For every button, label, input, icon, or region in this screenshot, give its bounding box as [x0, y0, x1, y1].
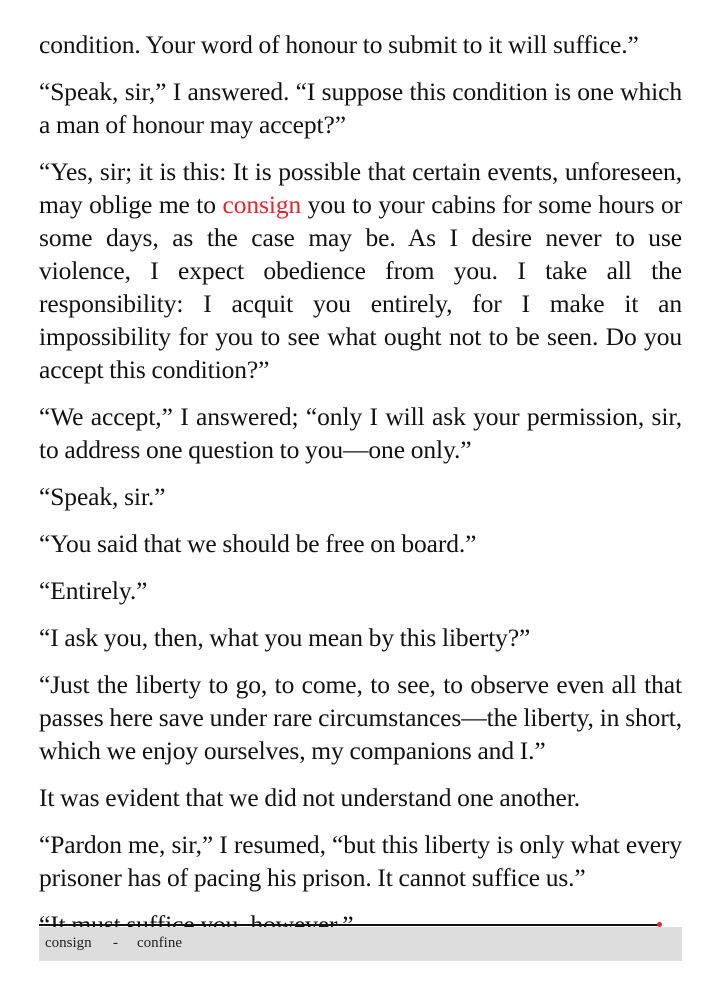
paragraph: “Just the liberty to go, to come, to see, to observe even all that passes here save under rare circumstances—the liberty, in short, which we enjoy ourselves, my companions and I.”	[39, 670, 682, 765]
definition-footer	[39, 927, 682, 961]
paragraph: “Speak, sir,” I answered. “I suppose this condition is one which a man of honour may accept?”	[39, 77, 682, 139]
paragraph: “I ask you, then, what you mean by this liberty?”	[39, 623, 531, 652]
paragraph-text-before: “Yes, sir; it is this: It is possible that certain events, unforeseen, may oblige me to	[39, 157, 682, 219]
paragraph-with-highlight	[39, 155, 682, 386]
paragraph-text-after: you to your cabins for some hours or some days, as the case may be. As I desire never to use violence, I expect obedience from you. I take all the responsibility: I acquit you entirely, for I make it an impossibility for you to see what ought not to be seen. Do you accept this condition?”	[39, 190, 682, 384]
paragraph: “Entirely.”	[39, 576, 148, 605]
reader-page	[39, 28, 682, 955]
paragraph: “Speak, sir.”	[39, 482, 166, 511]
footer-separator: -	[113, 935, 118, 951]
paragraph: It was evident that we did not understand one another.	[39, 783, 581, 812]
footer-definition: confine	[137, 935, 182, 951]
paragraph: condition. Your word of honour to submit to it will suffice.”	[39, 30, 639, 59]
paragraph: “You said that we should be free on board.”	[39, 529, 477, 558]
footer-word: consign	[45, 935, 92, 951]
highlighted-word[interactable]: consign	[222, 190, 302, 219]
paragraph: “We accept,” I answered; “only I will ask your permission, sir, to address one question to you—one only.”	[39, 402, 682, 464]
reading-progress-fill	[39, 924, 659, 926]
paragraph: “Pardon me, sir,” I resumed, “but this liberty is only what every prisoner has of pacing his prison. It cannot suffice us.”	[39, 830, 682, 892]
